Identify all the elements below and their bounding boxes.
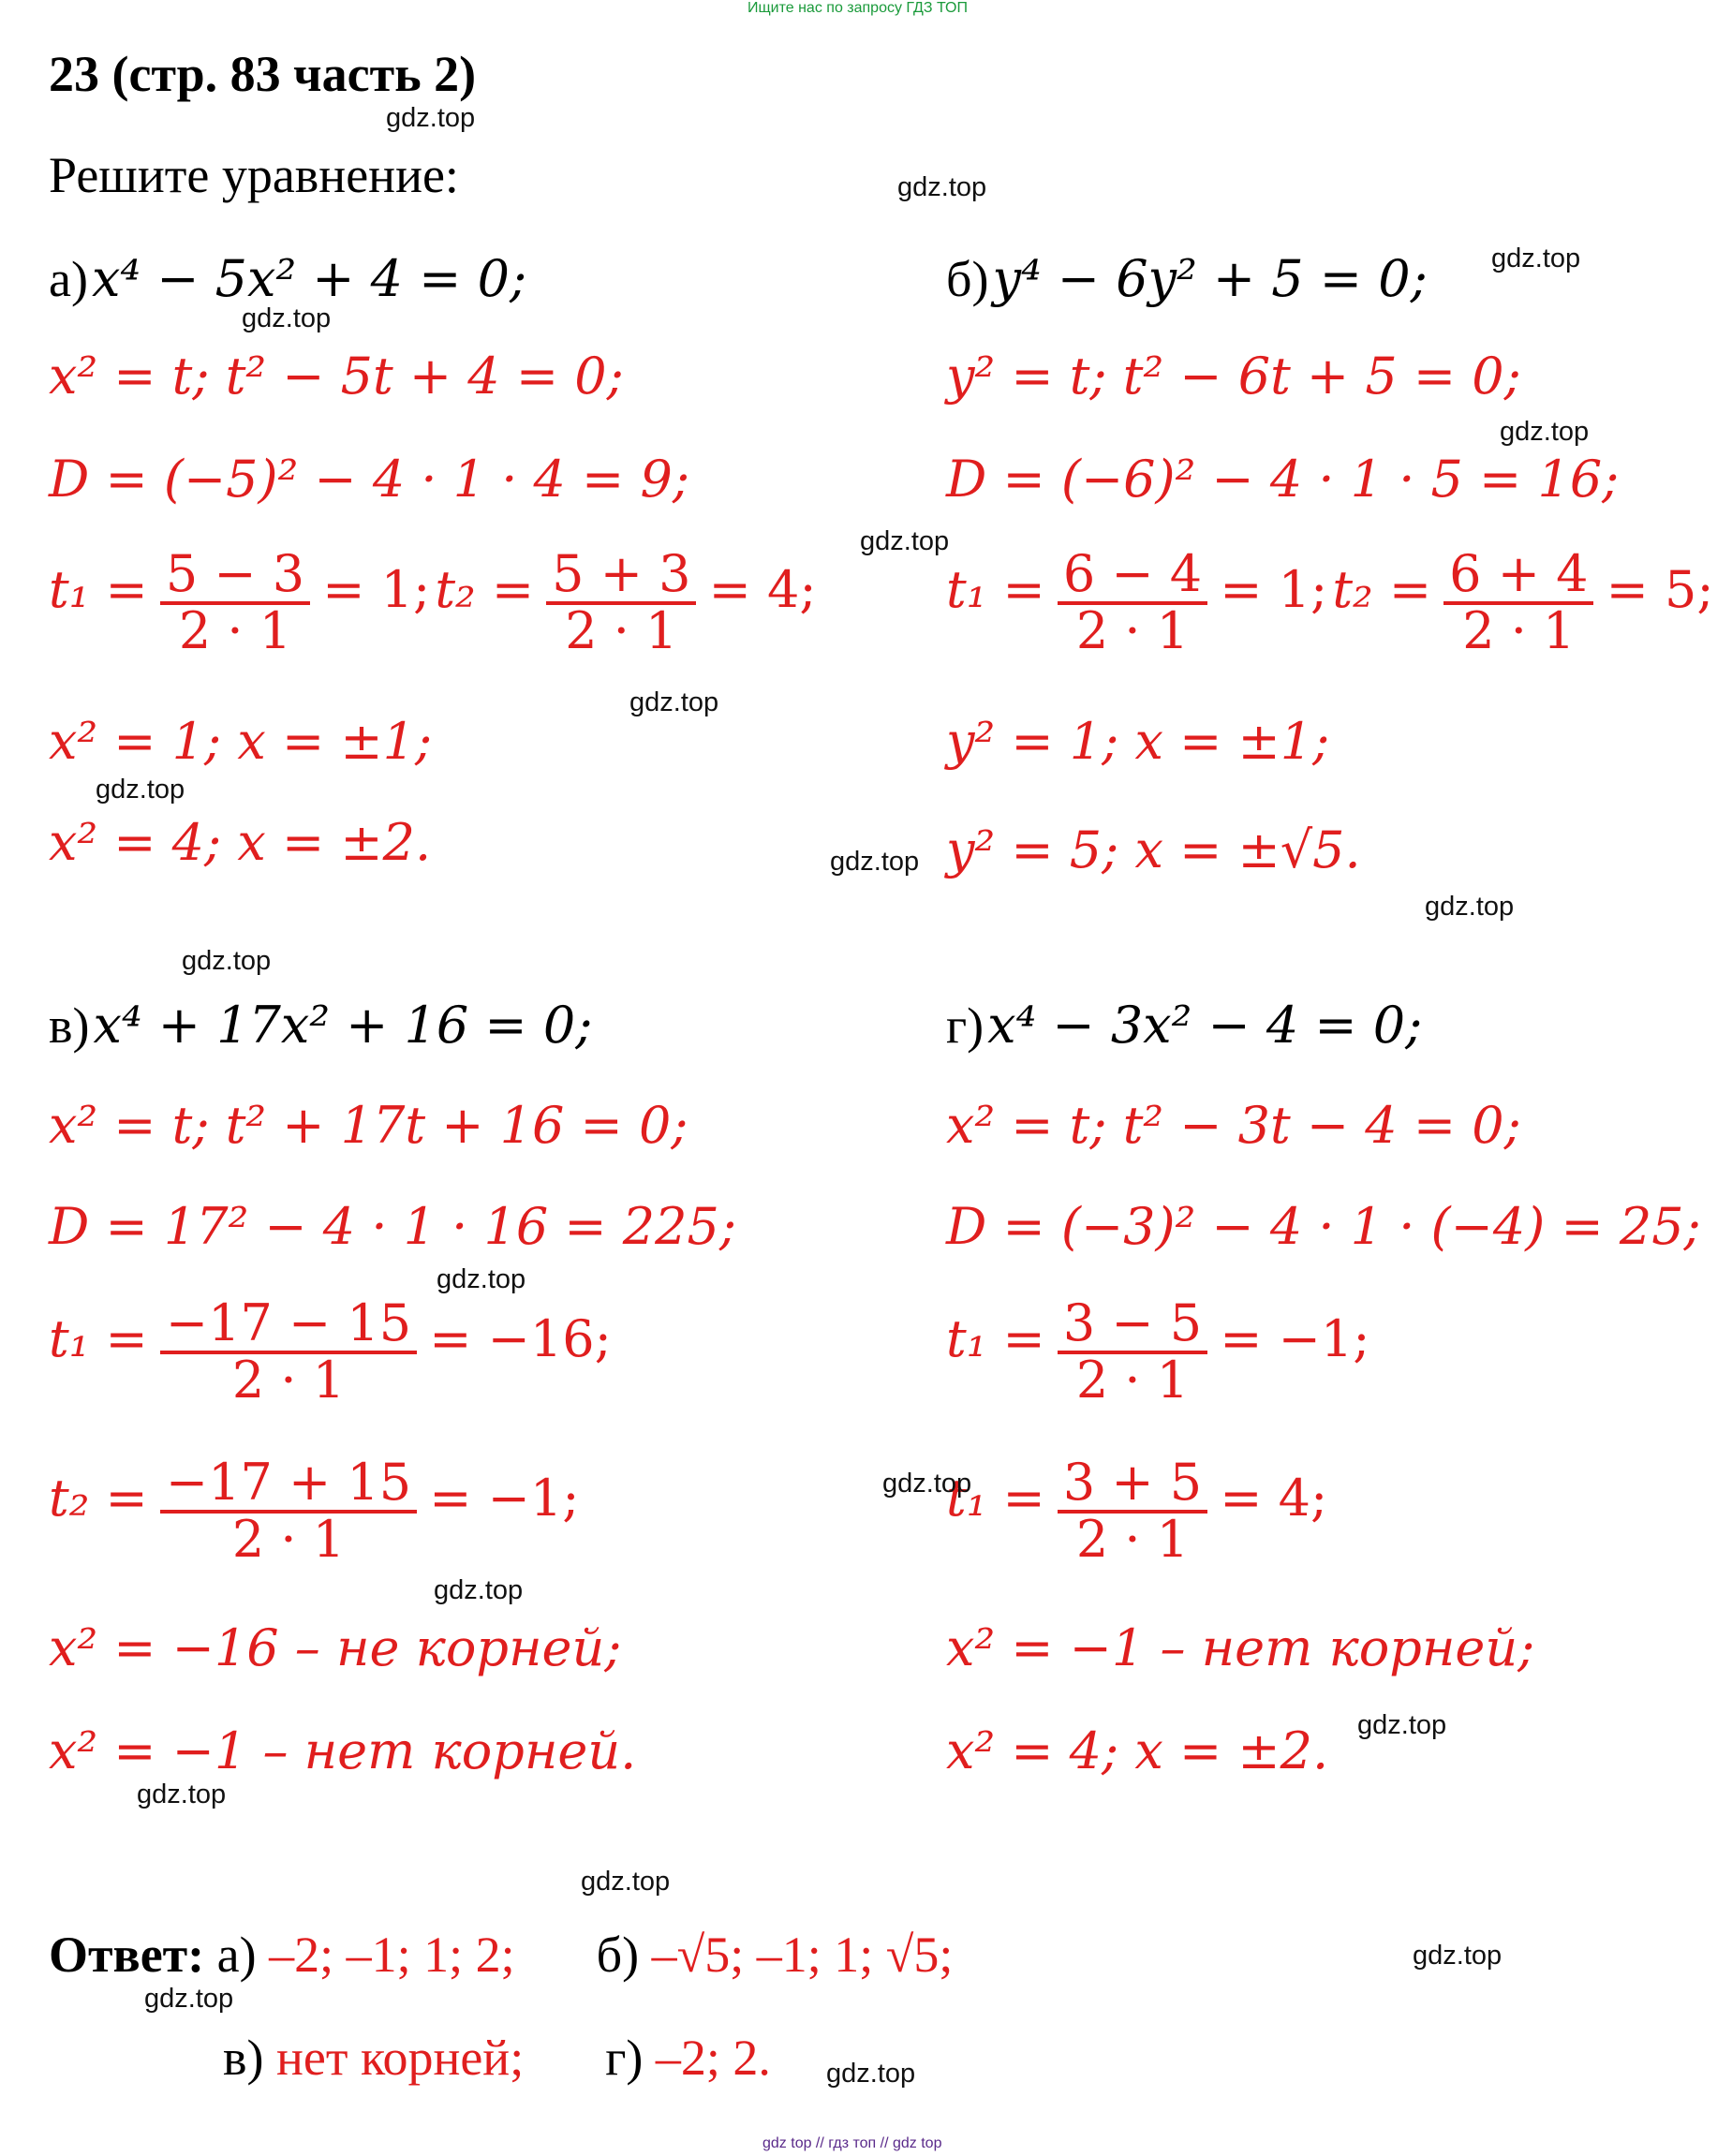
task-b-roots-t bbox=[946, 544, 1714, 660]
task-a-t1-lhs: t₁ = bbox=[49, 560, 148, 620]
watermark: gdz.top bbox=[1413, 1941, 1503, 1971]
task-a-t1-fraction bbox=[160, 544, 310, 660]
watermark: gdz.top bbox=[1500, 417, 1590, 447]
task-g-root-2: x² = 4; x = ±2. bbox=[946, 1721, 1329, 1780]
task-g-label: г) bbox=[946, 997, 984, 1054]
task-g-t2-denominator: 2 · 1 bbox=[1075, 1509, 1190, 1569]
task-g-t1-lhs: t₁ = bbox=[946, 1309, 1045, 1369]
task-v-t2-fraction bbox=[160, 1453, 417, 1569]
task-v-root-1: x² = −16 – не корней; bbox=[49, 1618, 622, 1677]
task-g-t2-fraction bbox=[1058, 1453, 1207, 1569]
task-a-t2-fraction bbox=[546, 544, 696, 660]
watermark: gdz.top bbox=[860, 526, 950, 556]
answer-line-1 bbox=[49, 1926, 953, 1984]
task-b-t2-fraction bbox=[1443, 544, 1593, 660]
task-v-equation: x⁴ + 17x² + 16 = 0; bbox=[93, 996, 593, 1055]
task-b-substitution: y² = t; t² − 6t + 5 = 0; bbox=[946, 347, 1521, 406]
watermark: gdz.top bbox=[434, 1575, 524, 1605]
watermark: gdz.top bbox=[629, 687, 719, 717]
task-v-t2-result: = −1; bbox=[429, 1469, 580, 1528]
task-a-t1-result: = 1; bbox=[322, 560, 431, 620]
watermark: gdz.top bbox=[137, 1779, 227, 1809]
task-a-t2-lhs: t₂ = bbox=[435, 560, 535, 620]
task-g-t2-numerator: 3 + 5 bbox=[1058, 1456, 1207, 1514]
task-b-t2-result: = 5; bbox=[1606, 560, 1714, 620]
answer-heading: Ответ: bbox=[49, 1927, 205, 1983]
answer-b-value: –√5; –1; 1; √5; bbox=[651, 1927, 954, 1983]
task-g-t1-fraction bbox=[1058, 1293, 1207, 1410]
bottom-banner: gdz top // гдз топ // gdz top bbox=[762, 2135, 942, 2151]
task-a-t1-numerator: 5 − 3 bbox=[160, 548, 310, 605]
task-g-t1-denominator: 2 · 1 bbox=[1075, 1350, 1190, 1410]
answer-a-label: а) bbox=[216, 1927, 257, 1983]
task-b-discriminant: D = (−6)² − 4 · 1 · 5 = 16; bbox=[946, 450, 1620, 509]
answer-v-value: нет корней; bbox=[275, 2030, 525, 2086]
page-title: 23 (стр. 83 часть 2) bbox=[49, 46, 477, 102]
watermark: gdz.top bbox=[242, 303, 332, 333]
answer-v-label: в) bbox=[223, 2030, 264, 2086]
watermark: gdz.top bbox=[882, 1469, 972, 1499]
task-b-t1-lhs: t₁ = bbox=[946, 560, 1045, 620]
task-a-t2-denominator: 2 · 1 bbox=[565, 600, 678, 660]
task-b-t2-numerator: 6 + 4 bbox=[1443, 548, 1593, 605]
task-a-header bbox=[49, 249, 526, 308]
answer-g-value: –2; 2. bbox=[655, 2030, 771, 2086]
task-b-root-2: y² = 5; x = ±√5. bbox=[946, 820, 1361, 879]
answer-g-label: г) bbox=[605, 2030, 644, 2086]
task-b-header bbox=[946, 249, 1428, 308]
task-g-discriminant: D = (−3)² − 4 · 1 · (−4) = 25; bbox=[946, 1197, 1701, 1256]
task-a-roots-t bbox=[49, 544, 817, 660]
task-a-t2-result: = 4; bbox=[708, 560, 817, 620]
task-v-t1 bbox=[49, 1293, 612, 1410]
task-b-root-1: y² = 1; x = ±1; bbox=[946, 712, 1330, 771]
task-a-equation: x⁴ − 5x² + 4 = 0; bbox=[91, 249, 527, 308]
watermark: gdz.top bbox=[581, 1867, 671, 1897]
task-a-t2-numerator: 5 + 3 bbox=[546, 548, 696, 605]
task-a-root-1: x² = 1; x = ±1; bbox=[49, 712, 433, 771]
task-v-t1-denominator: 2 · 1 bbox=[231, 1350, 346, 1410]
top-banner: Ищите нас по запросу ГДЗ ТОП bbox=[748, 0, 968, 16]
task-g-substitution: x² = t; t² − 3t − 4 = 0; bbox=[946, 1096, 1521, 1155]
task-b-t1-result: = 1; bbox=[1220, 560, 1328, 620]
task-v-t2 bbox=[49, 1453, 580, 1569]
watermark: gdz.top bbox=[437, 1264, 526, 1294]
task-g-t2-lhs: t₁ = bbox=[946, 1469, 1045, 1528]
watermark: gdz.top bbox=[386, 103, 476, 133]
task-v-root-2: x² = −1 – нет корней. bbox=[49, 1721, 637, 1780]
task-b-equation: y⁴ − 6y² + 5 = 0; bbox=[992, 249, 1428, 308]
task-g-t1-result: = −1; bbox=[1220, 1309, 1370, 1369]
task-v-header bbox=[49, 996, 592, 1055]
watermark: gdz.top bbox=[897, 172, 987, 202]
task-a-label: а) bbox=[49, 251, 88, 307]
task-v-discriminant: D = 17² − 4 · 1 · 16 = 225; bbox=[49, 1197, 737, 1256]
answer-line-2 bbox=[223, 2029, 771, 2087]
task-v-t2-lhs: t₂ = bbox=[49, 1469, 148, 1528]
task-prompt: Решите уравнение: bbox=[49, 147, 459, 203]
task-a-root-2: x² = 4; x = ±2. bbox=[49, 813, 432, 872]
task-g-root-1: x² = −1 – нет корней; bbox=[946, 1618, 1535, 1677]
task-v-label: в) bbox=[49, 997, 90, 1054]
task-b-t1-numerator: 6 − 4 bbox=[1058, 548, 1207, 605]
task-v-t1-numerator: −17 − 15 bbox=[160, 1297, 417, 1354]
watermark: gdz.top bbox=[1425, 892, 1515, 922]
task-b-t2-lhs: t₂ = bbox=[1332, 560, 1432, 620]
task-g-t2-result: = 4; bbox=[1220, 1469, 1328, 1528]
task-a-t1-denominator: 2 · 1 bbox=[178, 600, 292, 660]
task-v-t2-numerator: −17 + 15 bbox=[160, 1456, 417, 1514]
watermark: gdz.top bbox=[826, 2059, 916, 2089]
task-b-label: б) bbox=[946, 251, 989, 307]
task-a-discriminant: D = (−5)² − 4 · 1 · 4 = 9; bbox=[49, 450, 690, 509]
answer-a-value: –2; –1; 1; 2; bbox=[269, 1927, 515, 1983]
task-g-header bbox=[946, 996, 1422, 1055]
watermark: gdz.top bbox=[96, 775, 185, 805]
task-b-t2-denominator: 2 · 1 bbox=[1462, 600, 1576, 660]
task-b-t1-fraction bbox=[1058, 544, 1207, 660]
task-g-equation: x⁴ − 3x² − 4 = 0; bbox=[987, 996, 1423, 1055]
watermark: gdz.top bbox=[830, 847, 920, 877]
watermark: gdz.top bbox=[1357, 1710, 1447, 1740]
watermark: gdz.top bbox=[1491, 244, 1581, 273]
task-g-t1-numerator: 3 − 5 bbox=[1058, 1297, 1207, 1354]
task-g-t1 bbox=[946, 1293, 1370, 1410]
task-a-substitution: x² = t; t² − 5t + 4 = 0; bbox=[49, 347, 624, 406]
task-g-t2 bbox=[946, 1453, 1328, 1569]
answer-b-label: б) bbox=[596, 1927, 640, 1983]
watermark: gdz.top bbox=[144, 1984, 234, 2014]
task-v-substitution: x² = t; t² + 17t + 16 = 0; bbox=[49, 1096, 688, 1155]
task-v-t2-denominator: 2 · 1 bbox=[231, 1509, 346, 1569]
task-v-t1-result: = −16; bbox=[429, 1309, 612, 1369]
task-v-t1-lhs: t₁ = bbox=[49, 1309, 148, 1369]
watermark: gdz.top bbox=[182, 946, 272, 976]
task-v-t1-fraction bbox=[160, 1293, 417, 1410]
task-b-t1-denominator: 2 · 1 bbox=[1075, 600, 1190, 660]
